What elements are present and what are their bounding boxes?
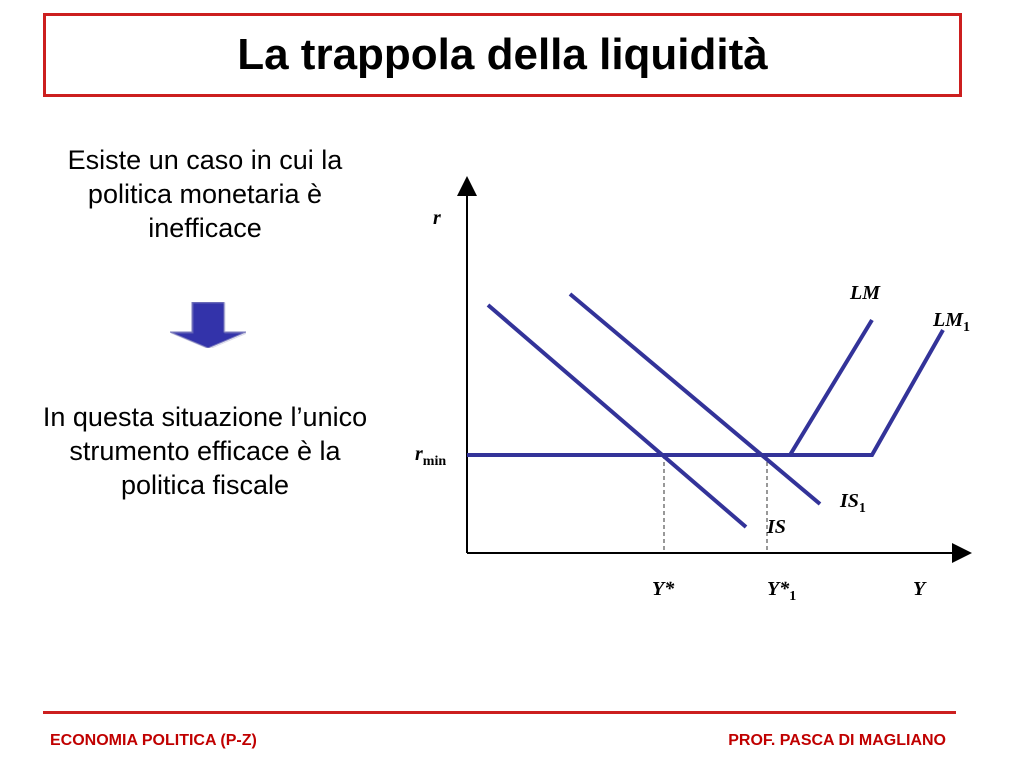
- ystar1-sub: 1: [789, 589, 797, 604]
- is1-sub: 1: [858, 501, 866, 516]
- slide-title: La trappola della liquidità: [237, 30, 768, 79]
- is-label: IS: [767, 516, 786, 538]
- conclusion-text: In questa situazione l’unico strumento efficace è la politica fiscale: [42, 402, 368, 500]
- lm1-curve: [790, 330, 943, 455]
- y-axis-label: r: [433, 207, 441, 229]
- lm-label: LM: [850, 282, 880, 304]
- is1-label: [839, 490, 866, 516]
- footer-professor: PROF. PASCA DI MAGLIANO: [728, 732, 946, 749]
- x-axis-label: Y: [913, 578, 926, 600]
- lm1-label: [932, 309, 970, 335]
- intro-text: Esiste un caso in cui la politica monetaria è inefficace: [67, 145, 343, 243]
- title-box: [43, 13, 962, 97]
- rmin-main: r: [415, 443, 423, 465]
- ystar-label: Y*: [652, 578, 675, 600]
- down-arrow-icon: [170, 302, 246, 348]
- ystar1-label: [767, 578, 796, 604]
- lm1-sub: 1: [963, 320, 970, 335]
- is1-main: IS: [840, 490, 859, 512]
- is-curve: [488, 305, 746, 527]
- rmin-label: [415, 443, 446, 469]
- ystar1-main: Y*: [767, 578, 790, 600]
- is1-curve: [570, 294, 820, 504]
- footer-divider: [43, 711, 956, 714]
- islm-diagram: [400, 170, 1000, 610]
- rmin-sub: min: [422, 454, 447, 469]
- lm1-main: LM: [933, 309, 963, 331]
- footer-course: ECONOMIA POLITICA (P-Z): [50, 732, 257, 749]
